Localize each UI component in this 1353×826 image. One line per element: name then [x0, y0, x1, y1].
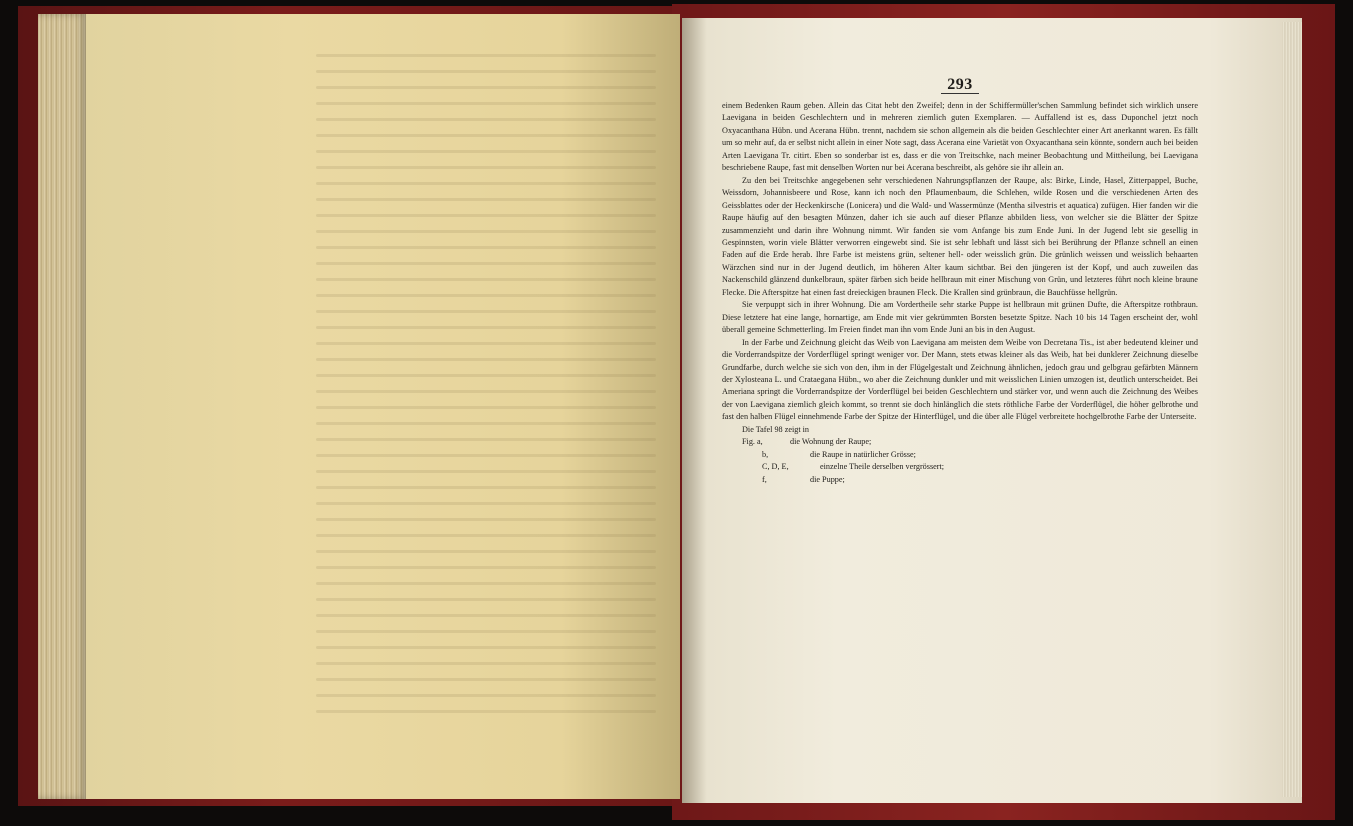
- figure-text: die Raupe in natürlicher Grösse;: [810, 449, 916, 459]
- right-page-edges: [1282, 22, 1302, 797]
- figure-label: Fig. a,: [742, 437, 763, 447]
- paragraph-1: einem Bedenken Raum geben. Allein das Citat hebt den Zweifel; denn in der Schiffermüller'schen Sammlung befindet sich wirklich unsere Laevigana in beiden Geschlechtern und in mehreren ziemlich guten Exemplaren. — Auffallend ist es, dass Duponchel jetzt noch Oxyacanthana Hübn. und Acerana Hübn. trennt, nachdem sie schon allgemein als die beiden Geschlechter einer Art anerkannt waren. Es fällt um so mehr auf, da er selbst nicht allein in einer Note sagt, dass Acerana eine Varietät von Oxyacanthana sein könnte, sondern auch bei beiden Arten Laevigana Tr. citirt. Eben so sonderbar ist es, dass er die von Treitschke, nach meiner Beobachtung und Mittheilung, bei Laevigana beschriebene Raupe, fast mit denselben Worten nur bei Acerana beschreibt, als gehöre sie ihr allein an.: [722, 101, 1198, 173]
- figure-item: [722, 436, 1198, 448]
- page-stack-edges: [38, 14, 88, 799]
- figure-label: b,: [762, 449, 769, 459]
- paragraph-3: Sie verpuppt sich in ihrer Wohnung. Die am Vordertheile sehr starke Puppe ist hellbraun mit grünen Dufte, die Afterspitze rothbraun. Diese letztere hat eine lange, hornartige, am Ende mit vier gekrümmten Borsten besetzte Spitze. Nach 10 bis 14 Tagen erscheint der, wohl überall gemeine Schmetterling. Im Freien findet man ihn vom Ende Juni an bis in den August.: [722, 300, 1198, 335]
- figure-text: einzelne Theile derselben vergrössert;: [820, 462, 945, 472]
- page-number-text: 293: [941, 76, 979, 94]
- show-through-text: [316, 54, 656, 774]
- paragraph-4: In der Farbe und Zeichnung gleicht das Weib von Laevigana am meisten dem Weibe von Decretana Tis., ist aber bedeutend kleiner und die Vorderrandspitze der Vorderflügel springt weniger vor. Der Mann, stets etwas kleiner als das Weib, hat bei dunklerer Zeichnung dieselbe Grundfarbe, durch welche sie sich von den, ihm in der Flügelgestalt und Zeichnung ähnlichen, jedoch grau und gelbgrau gefärbten Männern der Xylosteana L. und Crataegana Hübn., wo aber die Zeichnung dunkler und mit weisslichen Linien umzogen ist, deutlich unterscheidet. Bei Ameriana springt die Vorderrandspitze der Vorderflügel bei beiden Geschlechtern und stärker vor, und wenn auch die Zeichnung des Weibes der von Laevigana ziemlich gleich kommt, so trennt sie doch hinlänglich die stets röthliche Farbe der Vorderflügel, die höher gelbrothe und fast den halben Flügel einnehmende Farbe der Spitze der Hinterflügel, und die über alle Flügel verbreitete hochgelbrothe Farbe der Unterseite.: [722, 337, 1198, 422]
- figure-label: C, D, E,: [762, 462, 789, 472]
- figure-text: die Puppe;: [810, 474, 845, 484]
- figure-label: f,: [762, 474, 767, 484]
- figure-intro: Die Tafel 98 zeigt in: [742, 424, 810, 434]
- left-page: [86, 14, 680, 799]
- page-content: [722, 76, 1198, 486]
- figure-list: [722, 424, 1198, 486]
- figure-text: die Wohnung der Raupe;: [790, 437, 872, 447]
- page-number: [722, 76, 1198, 94]
- figure-item: [722, 461, 1198, 473]
- figure-item: [722, 474, 1198, 486]
- paragraph-2: Zu den bei Treitschke angegebenen sehr verschiedenen Nahrungspflanzen der Raupe, als: Birke, Linde, Hasel, Zitterpappel, Buche, Weissdorn, Johannisbeere und Rose, kann ich noch den Pflaumenbaum, die Schlehen, wilde Rosen und die verschiedenen Arten des Geissblattes oder der Heckenkirsche (Lonicera) und die Wald- und Wassermünze (Mentha silvestris et aquatica) zufügen. Hier fanden wir die Raupe häufig auf den besagten Münzen, daher ich sie auch auf dieser Pflanze abbilden liess, von welcher sie die Blätter der Spitze zusammenzieht und darin ihre Wohnung nimmt. Wir fanden sie vom Anfange bis zum Ende Juni. In der Jugend lebt sie gesellig in Gespinnsten, worin viele Blätter verworren eingewebt sind. Sie ist sehr lebhaft und lässt sich bei Berührung der Pflanze schnell an einen Faden auf die Erde herab. Ihre Farbe ist meistens grün, seltener hell- oder weisslich grün. Die grünlich weissen und weisslich behaarten Wärzchen sind nur in der Jugend deutlich, im höheren Alter kaum sichtbar. Bei den jüngeren ist der Kopf, und auch zuweilen das Nackenschild glänzend dunkelbraun, später färben sich beide hellbraun mit einer Mischung von Grün, und letzteres führt noch kleine braune Flecke. Die Afterspitze hat einen fast dreieckigen braunen Fleck. Die Krallen sind grünbraun, die Bauchfüsse hellgrün.: [722, 175, 1198, 297]
- figure-item: [722, 449, 1198, 461]
